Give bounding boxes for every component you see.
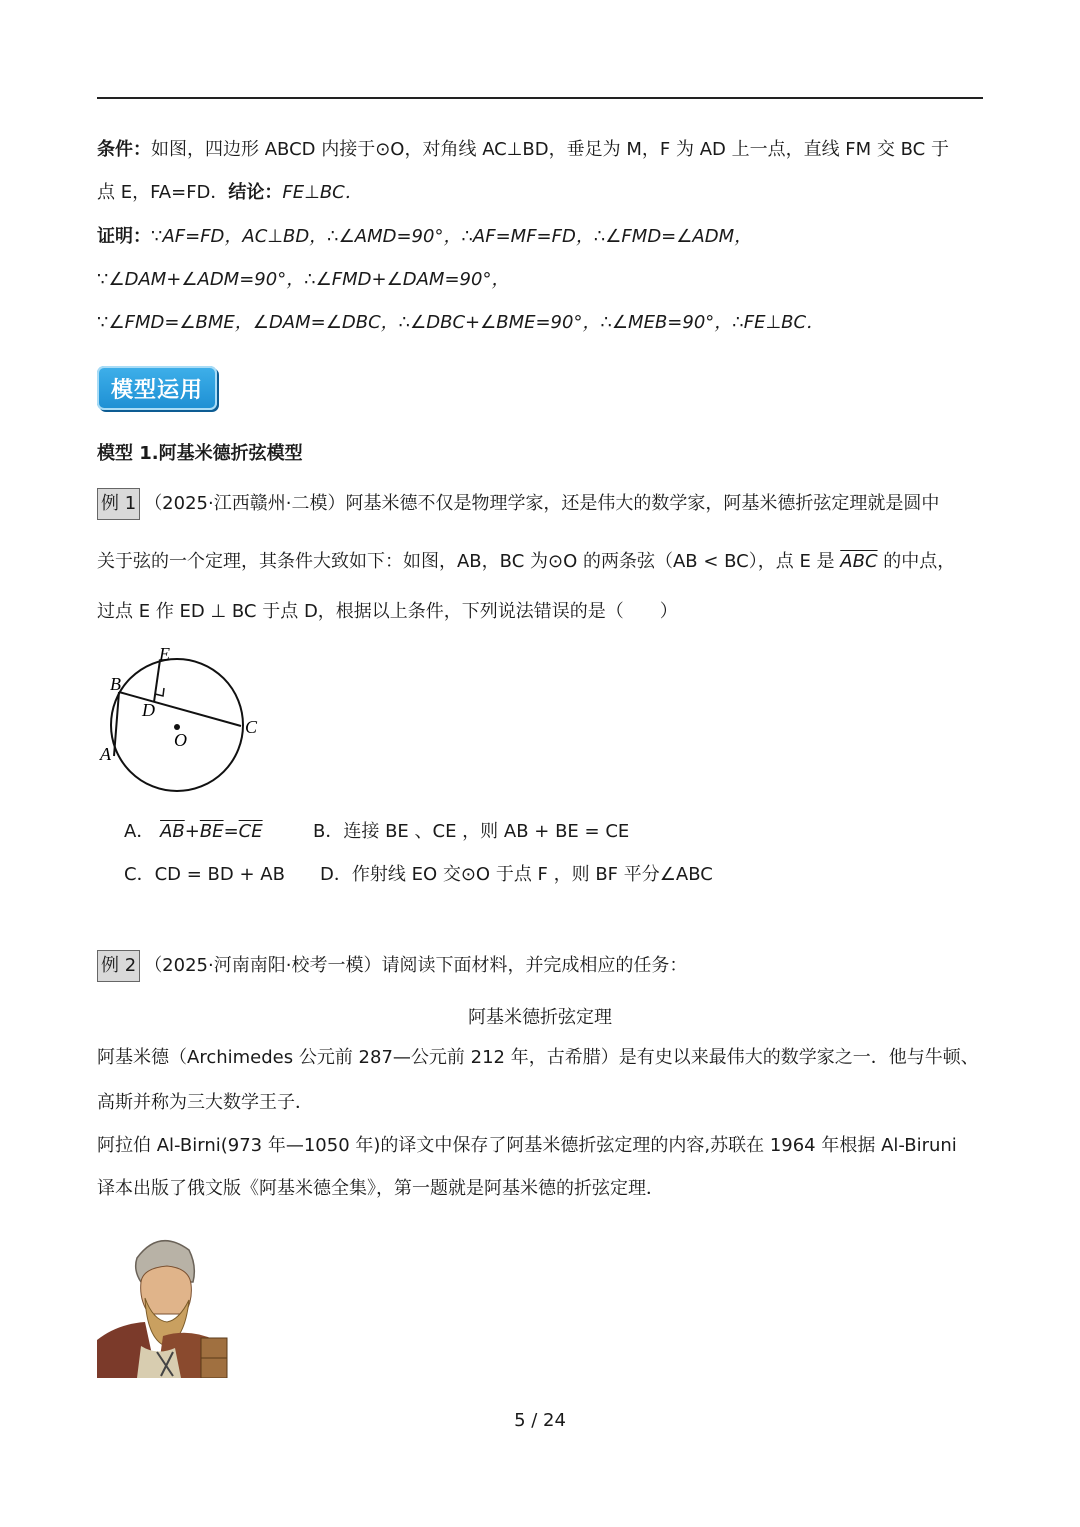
paragraph2-line1: 阿拉伯 Al-Birni(973 年—1050 年)的译文中保存了阿基米德折弦定理的内容,苏联在 1964 年根据 Al-Biruni — [97, 1135, 957, 1156]
option-a-plus: + — [184, 821, 200, 842]
option-a-prefix: A． — [124, 821, 155, 842]
circle-chord-figure — [95, 640, 265, 800]
example1-text-2a: 关于弦的一个定理，其条件大致如下：如图，AB，BC 为⊙O 的两条弦（AB < BC），点 E 是 — [97, 551, 841, 572]
option-c: C．CD = BD + AB — [124, 864, 285, 885]
label-a: A — [100, 744, 111, 764]
proof-text-1: ∵AF=FD，AC⊥BD，∴∠AMD=90°，∴AF=MF=FD，∴∠FMD=∠ADM， — [151, 226, 753, 247]
top-rule — [97, 97, 983, 99]
example1-line-1 — [97, 488, 939, 520]
option-a-arc-ce: $\overline{CE}$ — [238, 821, 263, 842]
option-a — [124, 817, 263, 843]
chord-bc — [119, 692, 241, 726]
label-b: B — [110, 674, 121, 694]
model-title: 模型 1.阿基米德折弦模型 — [97, 443, 303, 464]
example2-tag: 例 2 — [97, 950, 140, 982]
conditions-text: 如图，四边形 ABCD 内接于⊙O，对角线 AC⊥BD，垂足为 M，F 为 AD 上一点，直线 FM 交 BC 于 — [151, 139, 949, 160]
proof-line-1 — [97, 224, 752, 250]
proof-label: 证明： — [97, 226, 151, 247]
label-d: D — [142, 700, 155, 720]
label-o: O — [174, 730, 187, 750]
conditions-line-1 — [97, 137, 949, 163]
page-number: 5 / 24 — [514, 1410, 566, 1431]
paragraph1-line1: 阿基米德（Archimedes 公元前 287—公元前 212 年，古希腊）是有史以来最伟大的数学家之一．他与牛顿、 — [97, 1047, 979, 1068]
conclusion-text: FE⊥BC． — [282, 182, 363, 203]
conditions-label: 条件： — [97, 139, 151, 160]
paragraph1-line2: 高斯并称为三大数学王子． — [97, 1092, 313, 1113]
option-a-arc-be: $\overline{BE}$ — [199, 821, 224, 842]
example1-line-3: 过点 E 作 ED ⊥ BC 于点 D，根据以上条件，下列说法错误的是（ ） — [97, 601, 678, 622]
option-d: D．作射线 EO 交⊙O 于点 F ，则 BF 平分∠ABC — [320, 864, 713, 885]
conditions-line-2 — [97, 180, 363, 206]
proof-line-3: ∵∠FMD=∠BME，∠DAM=∠DBC，∴∠DBC+∠BME=90°，∴∠MEB=90°，∴FE⊥BC． — [97, 312, 825, 333]
option-a-equals: = — [223, 821, 239, 842]
example1-text-2b: 的中点， — [877, 551, 956, 572]
example1-text-1: （2025·江西赣州·二模）阿基米德不仅是物理学家，还是伟大的数学家，阿基米德折弦定理就是圆中 — [144, 493, 940, 514]
option-a-arc-ab: $\overline{AB}$ — [160, 821, 185, 842]
arc-abc: $\overline{ABC}$ — [840, 551, 878, 572]
archimedes-portrait-image — [97, 1228, 231, 1378]
model-application-banner: 模型运用 — [97, 366, 217, 410]
theorem-heading: 阿基米德折弦定理 — [468, 1007, 612, 1028]
example2-line-1 — [97, 950, 687, 982]
label-c: C — [245, 717, 258, 737]
example1-tag: 例 1 — [97, 488, 140, 520]
label-e: E — [159, 644, 170, 664]
example1-line-2 — [97, 549, 955, 575]
paragraph2-line2: 译本出版了俄文版《阿基米德全集》，第一题就是阿基米德的折弦定理． — [97, 1178, 664, 1199]
proof-line-2: ∵∠DAM+∠ADM=90°，∴∠FMD+∠DAM=90°， — [97, 269, 510, 290]
conclusion-label: 结论： — [228, 182, 283, 203]
conditions-text-2: 点 E，FA=FD． — [97, 182, 229, 203]
option-b: B．连接 BE 、CE ，则 AB + BE = CE — [313, 821, 630, 842]
example2-text-1: （2025·河南南阳·校考一模）请阅读下面材料，并完成相应的任务： — [144, 955, 688, 976]
